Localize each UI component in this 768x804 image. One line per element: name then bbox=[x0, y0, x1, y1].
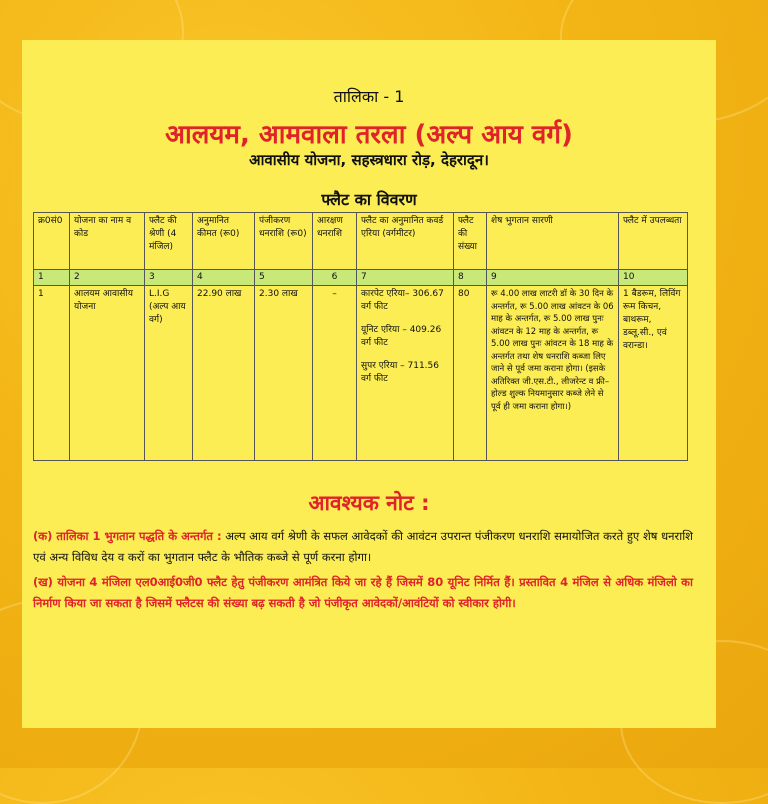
column-header: फ्लैट की संख्या bbox=[454, 213, 487, 270]
column-number-row bbox=[34, 270, 688, 286]
column-header: फ्लैट का अनुमानित कवर्ड एरिया (वर्गमीटर) bbox=[357, 213, 454, 270]
column-number: 8 bbox=[454, 270, 487, 286]
section-title: फ्लैट का विवरण bbox=[321, 190, 417, 209]
page-subtitle: आवासीय योजना, सहस्त्रधारा रोड़, देहरादून। bbox=[249, 151, 489, 169]
cell-price: 22.90 लाख bbox=[193, 286, 255, 461]
cell-sno: 1 bbox=[34, 286, 70, 461]
table-row bbox=[34, 286, 688, 461]
column-header: योजना का नाम व कोड bbox=[70, 213, 145, 270]
page-title: आलयम, आमवाला तरला (अल्प आय वर्ग) bbox=[165, 120, 573, 150]
note-b: (ख) योजना 4 मंजिला एल0आई0जी0 फ्लैट हेतु पंजीकरण आमंत्रित किये जा रहे हैं जिसमें 80 यूनिट निर्मित हैं। प्रस्तावित 4 मंजिल से अधिक मंजिलो का निर्माण किया जा सकता है जिसमें फ्लैटस की संख्या बढ़ सकती है जो पंजीकृत आवेदकों/आवंटियों को स्वीकार होगी। bbox=[33, 575, 693, 610]
column-header: फ्लैट की श्रेणी (4 मंजिल) bbox=[145, 213, 193, 270]
cell-availability: 1 बैडरूम, लिविंग रूम किचन, बाथरूम, डब्लू.सी., एवं वरान्डा। bbox=[619, 286, 688, 461]
cell-count: 80 bbox=[454, 286, 487, 461]
cell-registration: 2.30 लाख bbox=[255, 286, 313, 461]
content-panel bbox=[22, 40, 716, 728]
flat-details-table bbox=[33, 212, 688, 461]
column-number: 10 bbox=[619, 270, 688, 286]
note-a-text: अल्प आय वर्ग श्रेणी के सफल आवेदकों की आवंटन उपरान्त पंजीकरण धनराशि समायोजित करते हुए शेष धनराशि एवं अन्य विविध देय व करों का भुगतान फ्लैट के भौतिक कब्जे से पूर्ण करना होगा। bbox=[33, 529, 694, 564]
column-header: क्र0सं0 bbox=[34, 213, 70, 270]
note-a bbox=[33, 526, 693, 568]
column-number: 2 bbox=[70, 270, 145, 286]
column-number: 4 bbox=[193, 270, 255, 286]
column-header: फ्लैट में उपलब्धता bbox=[619, 213, 688, 270]
table-header-row bbox=[34, 213, 688, 270]
column-number: 5 bbox=[255, 270, 313, 286]
notes-title: आवश्यक नोट : bbox=[308, 491, 430, 515]
cell-area bbox=[357, 286, 454, 461]
table-number: तालिका - 1 bbox=[333, 87, 405, 106]
unit-area: यूनिट एरिया – 409.26 वर्ग फीट bbox=[361, 325, 442, 348]
column-header: शेष भुगतान सारणी bbox=[487, 213, 619, 270]
column-header: पंजीकरण धनराशि (रू0) bbox=[255, 213, 313, 270]
cell-scheme: आलयम आवासीय योजना bbox=[70, 286, 145, 461]
column-number: 3 bbox=[145, 270, 193, 286]
column-number: 1 bbox=[34, 270, 70, 286]
note-a-label: (क) तालिका 1 भुगतान पद्धति के अन्तर्गत : bbox=[33, 529, 222, 543]
cell-payment: रू 4.00 लाख लाटरी डॉ के 30 दिन के अन्तर्गत, रू 5.00 लाख आंवटन के 06 माह के अन्तर्गत, रू 5.00 लाख पुनः आंवटन के 12 माह के अन्तर्गत, रू 5.00 लाख पुनः आंवटन के 18 माह के अन्तर्गत तथा शेष धनराशि कब्जा लिए जाने से पूर्व जमा कराना होगा। (इसके अतिरिक्त जी.एस.टी., लीजरेन्ट व फ्री–होल्ड शुल्क नियमानुसार कब्जे लेने से पूर्व ही जमा कराना होगा।) bbox=[487, 286, 619, 461]
column-number: 6 bbox=[313, 270, 357, 286]
column-number: 7 bbox=[357, 270, 454, 286]
column-number: 9 bbox=[487, 270, 619, 286]
cell-reservation: – bbox=[313, 286, 357, 461]
cell-category: L.I.G (अल्प आय वर्ग) bbox=[145, 286, 193, 461]
column-header: अनुमानित कीमत (रू0) bbox=[193, 213, 255, 270]
carpet-area: कारपेट एरिया– 306.67 वर्ग फीट bbox=[361, 289, 444, 312]
super-area: सुपर एरिया – 711.56 वर्ग फीट bbox=[361, 361, 439, 384]
column-header: आरक्षण धनराशि bbox=[313, 213, 357, 270]
